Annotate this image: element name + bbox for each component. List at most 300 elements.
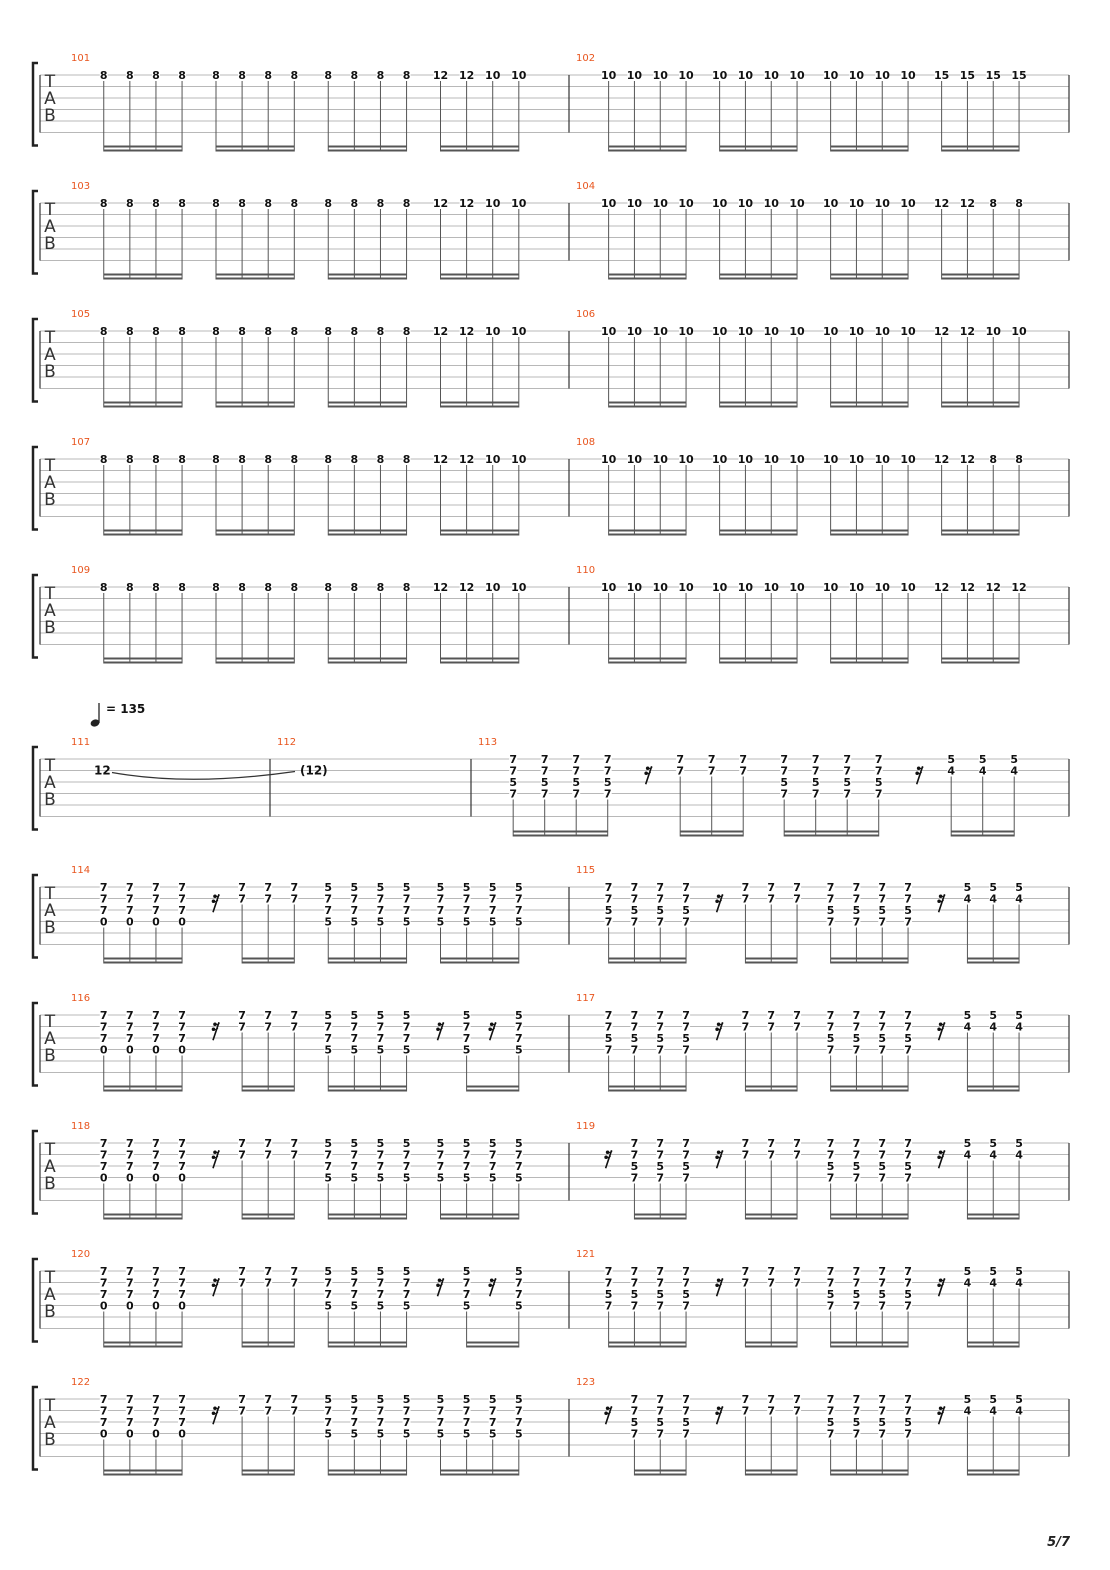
fret-number: 8 xyxy=(212,581,220,594)
fret-number: 7 xyxy=(152,1416,160,1429)
fret-number: 7 xyxy=(739,764,748,778)
beam xyxy=(745,1218,797,1220)
fret-number: 7 xyxy=(350,1288,359,1301)
fret-number: 0 xyxy=(178,1171,186,1185)
fret-number: 7 xyxy=(290,1265,299,1278)
fret-number: 7 xyxy=(780,787,789,801)
fret-number: 7 xyxy=(509,753,518,766)
fret-number: 5 xyxy=(826,1288,835,1301)
beam xyxy=(831,1218,908,1220)
fret-number: 7 xyxy=(656,1020,665,1034)
measure-number: 117 xyxy=(576,993,596,1004)
fret-number: 10 xyxy=(763,197,779,210)
beam xyxy=(609,958,686,960)
fret-number: 7 xyxy=(656,1171,665,1185)
fret-number: 7 xyxy=(462,1020,471,1034)
fret-number: 7 xyxy=(852,881,861,894)
beam xyxy=(216,530,294,532)
fret-number: 7 xyxy=(878,1265,887,1278)
measure-number: 121 xyxy=(576,1249,596,1260)
fret-number: 7 xyxy=(514,1416,523,1429)
fret-number: 7 xyxy=(152,1404,160,1418)
measure-number: 118 xyxy=(71,1121,91,1132)
fret-number: 5 xyxy=(350,1009,359,1022)
fret-number: 8 xyxy=(178,325,186,338)
fret-number: 7 xyxy=(436,1148,445,1162)
beam xyxy=(440,150,518,152)
fret-number: 7 xyxy=(324,904,333,917)
beam xyxy=(513,831,608,833)
fret-number: 7 xyxy=(462,1276,471,1290)
fret-number: 7 xyxy=(350,1404,359,1418)
fret-number: 7 xyxy=(99,1009,108,1022)
fret-number: 10 xyxy=(985,325,1001,338)
fret-number: 7 xyxy=(826,881,835,894)
fret-number: 4 xyxy=(989,1020,998,1034)
beam xyxy=(328,274,406,276)
fret-number: 7 xyxy=(793,1265,801,1278)
fret-number: 8 xyxy=(402,197,411,210)
fret-number: 7 xyxy=(741,881,750,894)
beam xyxy=(440,146,518,148)
fret-number: 10 xyxy=(822,69,839,82)
beam xyxy=(680,835,743,837)
fret-number: 7 xyxy=(462,1404,471,1418)
fret-number: 7 xyxy=(238,1020,246,1034)
fret-number: 7 xyxy=(376,1288,385,1301)
fret-number: 7 xyxy=(878,1043,887,1057)
fret-number: 7 xyxy=(656,1009,665,1022)
beam xyxy=(967,1470,1019,1472)
fret-number: 7 xyxy=(126,904,134,917)
beam xyxy=(609,1090,686,1092)
fret-number: 7 xyxy=(878,881,887,894)
fret-number: 7 xyxy=(238,1404,246,1418)
fret-number: 7 xyxy=(126,1393,134,1406)
fret-number: 5 xyxy=(630,904,639,917)
fret-number: 7 xyxy=(462,1160,471,1173)
fret-number: 7 xyxy=(514,892,523,906)
fret-number: 7 xyxy=(603,753,612,766)
fret-number: 5 xyxy=(963,1393,972,1406)
fret-number: 10 xyxy=(822,325,839,338)
fret-number: 5 xyxy=(462,1427,471,1441)
fret-number: 5 xyxy=(1015,1009,1023,1022)
fret-number: 7 xyxy=(656,1148,665,1162)
tempo-marking: = 135 xyxy=(106,702,146,716)
fret-number: 5 xyxy=(874,776,883,789)
fret-number: 7 xyxy=(178,1148,186,1162)
beam xyxy=(440,274,518,276)
fret-number: 7 xyxy=(878,1404,887,1418)
beam xyxy=(720,406,797,408)
fret-number: 7 xyxy=(767,1137,776,1150)
fret-number: 5 xyxy=(656,1288,665,1301)
fret-number: 7 xyxy=(826,1171,835,1185)
fret-number: 5 xyxy=(878,1416,887,1429)
fret-number: 7 xyxy=(904,1137,912,1150)
fret-number: 5 xyxy=(843,776,852,789)
fret-number: 0 xyxy=(152,1043,160,1057)
fret-number: 7 xyxy=(350,1032,359,1045)
beam xyxy=(440,658,518,660)
fret-number: 12 xyxy=(959,197,976,210)
fret-number: 10 xyxy=(485,69,501,82)
fret-number: 5 xyxy=(604,1288,613,1301)
fret-number: 7 xyxy=(376,904,385,917)
fret-number: 8 xyxy=(402,69,411,82)
fret-number: 8 xyxy=(350,325,359,338)
beam xyxy=(242,1090,294,1092)
fret-number: 7 xyxy=(682,1137,690,1150)
beam xyxy=(720,402,797,404)
fret-number: 5 xyxy=(376,1265,385,1278)
fret-number: 8 xyxy=(324,453,333,466)
fret-number: 10 xyxy=(737,581,754,594)
fret-number: 5 xyxy=(852,904,861,917)
fret-number: 7 xyxy=(604,1043,613,1057)
fret-number: 7 xyxy=(604,1020,613,1034)
fret-number: 10 xyxy=(600,581,617,594)
fret-number: 7 xyxy=(682,1009,690,1022)
fret-number: 10 xyxy=(626,453,643,466)
beam xyxy=(328,1090,406,1092)
beam xyxy=(634,1214,686,1216)
fret-number: 5 xyxy=(324,915,333,929)
fret-number: 7 xyxy=(767,1009,776,1022)
fret-number: 7 xyxy=(99,892,108,906)
fret-number: 7 xyxy=(238,892,246,906)
fret-number: 5 xyxy=(852,1160,861,1173)
tab-clef-letter: T xyxy=(44,756,56,776)
fret-number: 8 xyxy=(1015,453,1023,466)
fret-number: 5 xyxy=(350,1265,359,1278)
fret-number: 7 xyxy=(904,1171,912,1185)
fret-number: 8 xyxy=(178,197,186,210)
fret-number: 7 xyxy=(350,1276,359,1290)
beam xyxy=(440,1214,518,1216)
fret-number: 7 xyxy=(488,1148,497,1162)
fret-number: 8 xyxy=(126,325,134,338)
fret-number: 7 xyxy=(402,892,411,906)
beam xyxy=(634,1218,686,1220)
beam xyxy=(942,534,1019,536)
beam xyxy=(720,658,797,660)
fret-number: 5 xyxy=(514,1265,523,1278)
beam xyxy=(720,662,797,664)
fret-number: 4 xyxy=(989,1276,998,1290)
fret-number: 10 xyxy=(678,197,694,210)
fret-number: 5 xyxy=(682,1288,690,1301)
fret-number: 7 xyxy=(811,753,820,766)
fret-number: 7 xyxy=(630,1171,639,1185)
fret-number: 12 xyxy=(458,325,475,338)
fret-number: 10 xyxy=(711,69,728,82)
fret-number: 5 xyxy=(904,1288,912,1301)
fret-number: 7 xyxy=(767,1393,776,1406)
fret-number: 5 xyxy=(682,1160,690,1173)
fret-number: 7 xyxy=(630,1043,639,1057)
fret-number: 7 xyxy=(126,1404,134,1418)
fret-number: 10 xyxy=(789,69,805,82)
fret-number: 7 xyxy=(630,1427,639,1441)
fret-number: 5 xyxy=(350,1427,359,1441)
fret-number: 8 xyxy=(264,69,273,82)
tab-clef-letter: B xyxy=(44,1430,56,1450)
fret-number: 5 xyxy=(656,1032,665,1045)
fret-number: 5 xyxy=(436,915,445,929)
fret-number: 10 xyxy=(789,581,805,594)
fret-number: 7 xyxy=(178,1416,186,1429)
fret-number: 7 xyxy=(402,1032,411,1045)
fret-number: 10 xyxy=(822,197,839,210)
tab-clef-letter: T xyxy=(44,200,56,220)
fret-number: 8 xyxy=(152,581,160,594)
fret-number: 7 xyxy=(178,892,186,906)
fret-number: 7 xyxy=(126,1020,134,1034)
beam xyxy=(634,1470,686,1472)
fret-number: 7 xyxy=(904,1393,912,1406)
beam xyxy=(831,402,908,404)
fret-number: 7 xyxy=(514,1404,523,1418)
fret-number: 8 xyxy=(238,69,246,82)
fret-number: 7 xyxy=(604,892,613,906)
fret-number: 7 xyxy=(904,1404,912,1418)
fret-number: 10 xyxy=(711,325,728,338)
fret-number: 7 xyxy=(707,764,716,778)
fret-number: 7 xyxy=(904,1299,912,1313)
measure-number: 112 xyxy=(277,737,297,748)
fret-number: 8 xyxy=(376,69,385,82)
fret-number: 8 xyxy=(989,453,998,466)
tab-clef-letter: A xyxy=(44,1413,56,1433)
beam xyxy=(242,1086,294,1088)
beam xyxy=(609,406,686,408)
beam xyxy=(467,1086,519,1088)
fret-number: 7 xyxy=(324,892,333,906)
fret-number: 7 xyxy=(682,1265,690,1278)
fret-number: 5 xyxy=(402,881,411,894)
fret-number: 7 xyxy=(852,892,861,906)
fret-number: 10 xyxy=(900,453,916,466)
beam xyxy=(720,150,797,152)
fret-number: 7 xyxy=(350,1416,359,1429)
beam xyxy=(216,146,294,148)
beam xyxy=(680,831,743,833)
fret-number: 10 xyxy=(652,197,668,210)
fret-number: 7 xyxy=(290,1137,299,1150)
fret-number: 4 xyxy=(1015,1404,1023,1418)
fret-number: 7 xyxy=(290,1404,299,1418)
fret-number: 5 xyxy=(376,1137,385,1150)
fret-number: 12 xyxy=(458,197,475,210)
tab-clef-letter: A xyxy=(44,1157,56,1177)
beam xyxy=(328,1218,406,1220)
fret-number: 7 xyxy=(767,1265,776,1278)
tab-clef-letter: T xyxy=(44,584,56,604)
fret-number: 7 xyxy=(682,1276,690,1290)
fret-number: 5 xyxy=(514,1393,523,1406)
fret-number: 7 xyxy=(656,915,665,929)
system-bracket xyxy=(33,319,38,402)
fret-number: 5 xyxy=(904,1416,912,1429)
fret-number: 5 xyxy=(376,1427,385,1441)
fret-number: 7 xyxy=(99,1276,108,1290)
fret-number: 7 xyxy=(682,1393,690,1406)
fret-number: 7 xyxy=(843,787,852,801)
fret-number: 7 xyxy=(99,1416,108,1429)
tab-clef-letter: A xyxy=(44,901,56,921)
beam xyxy=(745,958,797,960)
fret-number: 10 xyxy=(848,581,865,594)
fret-number: 8 xyxy=(290,325,299,338)
fret-number: 0 xyxy=(178,1043,186,1057)
fret-number: 7 xyxy=(126,1160,134,1173)
beam xyxy=(216,274,294,276)
fret-number: 7 xyxy=(178,1288,186,1301)
fret-number: 8 xyxy=(402,453,411,466)
fret-number: 7 xyxy=(178,1160,186,1173)
fret-number: 5 xyxy=(630,1032,639,1045)
fret-number: 12 xyxy=(933,581,950,594)
beam xyxy=(104,662,182,664)
beam xyxy=(440,958,518,960)
fret-number: 7 xyxy=(741,1137,750,1150)
fret-number: 4 xyxy=(1015,892,1023,906)
fret-number: 12 xyxy=(458,69,475,82)
fret-number: 7 xyxy=(904,1276,912,1290)
beam xyxy=(467,1346,519,1348)
beam xyxy=(609,146,686,148)
fret-number: 7 xyxy=(878,915,887,929)
fret-number: 7 xyxy=(630,1276,639,1290)
fret-number: 7 xyxy=(290,892,299,906)
fret-number: 8 xyxy=(290,453,299,466)
fret-number: 7 xyxy=(826,1137,835,1150)
fret-number: 7 xyxy=(350,1020,359,1034)
fret-number: 10 xyxy=(678,453,694,466)
fret-number: 5 xyxy=(376,1393,385,1406)
fret-number: 7 xyxy=(126,1032,134,1045)
fret-number: 5 xyxy=(324,1137,333,1150)
fret-number: 7 xyxy=(878,1020,887,1034)
beam xyxy=(440,534,518,536)
fret-number: 7 xyxy=(852,1299,861,1313)
fret-number: 7 xyxy=(99,1148,108,1162)
fret-number: 7 xyxy=(514,1032,523,1045)
fret-number: 7 xyxy=(852,1148,861,1162)
fret-number: 5 xyxy=(989,1009,998,1022)
fret-number: 4 xyxy=(989,1148,998,1162)
fret-number: 5 xyxy=(402,1265,411,1278)
fret-number: 8 xyxy=(989,197,998,210)
fret-number: 7 xyxy=(514,1276,523,1290)
tab-clef-letter: B xyxy=(44,618,56,638)
beam xyxy=(720,530,797,532)
tab-clef-letter: A xyxy=(44,1285,56,1305)
fret-number: 7 xyxy=(376,1020,385,1034)
beam xyxy=(967,1474,1019,1476)
fret-number: 7 xyxy=(878,1276,887,1290)
beam xyxy=(942,658,1019,660)
fret-number: 5 xyxy=(350,1393,359,1406)
beam xyxy=(242,1342,294,1344)
fret-number: 7 xyxy=(238,1276,246,1290)
fret-number: 8 xyxy=(324,325,333,338)
fret-number: 5 xyxy=(1015,881,1023,894)
beam xyxy=(104,1342,182,1344)
fret-number: 7 xyxy=(656,1265,665,1278)
fret-number: 7 xyxy=(238,1148,246,1162)
fret-number: 5 xyxy=(656,1160,665,1173)
measure-number: 116 xyxy=(71,993,91,1004)
fret-number: 7 xyxy=(793,1020,801,1034)
fret-number: 5 xyxy=(514,1171,523,1185)
fret-number: 7 xyxy=(656,1404,665,1418)
fret-number: 7 xyxy=(462,1416,471,1429)
fret-number: 8 xyxy=(238,325,246,338)
fret-number: 8 xyxy=(290,69,299,82)
fret-number: 0 xyxy=(152,1299,160,1313)
fret-number: 5 xyxy=(682,1032,690,1045)
fret-number: 7 xyxy=(462,904,471,917)
fret-number: 7 xyxy=(178,1276,186,1290)
beam xyxy=(216,278,294,280)
fret-number: 7 xyxy=(604,1265,613,1278)
fret-number: 4 xyxy=(978,764,987,778)
fret-number: 7 xyxy=(852,915,861,929)
fret-number: 5 xyxy=(376,1009,385,1022)
fret-number: 7 xyxy=(290,1276,299,1290)
beam xyxy=(328,1342,406,1344)
fret-number: 5 xyxy=(509,776,518,789)
fret-number: 5 xyxy=(904,1032,912,1045)
measure-number: 119 xyxy=(576,1121,596,1132)
fret-number: 7 xyxy=(376,892,385,906)
fret-number: 7 xyxy=(376,1276,385,1290)
fret-number: 7 xyxy=(904,1043,912,1057)
fret-number: 12 xyxy=(432,197,449,210)
fret-number: 7 xyxy=(843,753,852,766)
fret-number: 5 xyxy=(1015,1265,1023,1278)
fret-number: 7 xyxy=(793,1276,801,1290)
fret-number: 7 xyxy=(826,1148,835,1162)
fret-number: 7 xyxy=(238,1265,246,1278)
fret-number: 7 xyxy=(767,1404,776,1418)
fret-number: 7 xyxy=(178,1393,186,1406)
fret-number: 7 xyxy=(402,1276,411,1290)
tab-clef-letter: A xyxy=(44,601,56,621)
beam xyxy=(942,402,1019,404)
fret-number: 10 xyxy=(511,453,527,466)
fret-number: 7 xyxy=(741,892,750,906)
fret-number: 5 xyxy=(963,1265,972,1278)
fret-number: 5 xyxy=(402,1171,411,1185)
fret-number: 5 xyxy=(963,1137,972,1150)
fret-number: 7 xyxy=(264,1276,273,1290)
tab-clef-letter: T xyxy=(44,328,56,348)
fret-number: 10 xyxy=(763,581,779,594)
fret-number: 10 xyxy=(1011,325,1027,338)
fret-number: 7 xyxy=(604,881,613,894)
system-bracket xyxy=(33,191,38,274)
beam xyxy=(745,1086,797,1088)
fret-number: 5 xyxy=(989,1137,998,1150)
fret-number: 12 xyxy=(1011,581,1027,594)
beam xyxy=(328,278,406,280)
fret-number: 10 xyxy=(678,325,694,338)
measure-number: 113 xyxy=(478,737,498,748)
